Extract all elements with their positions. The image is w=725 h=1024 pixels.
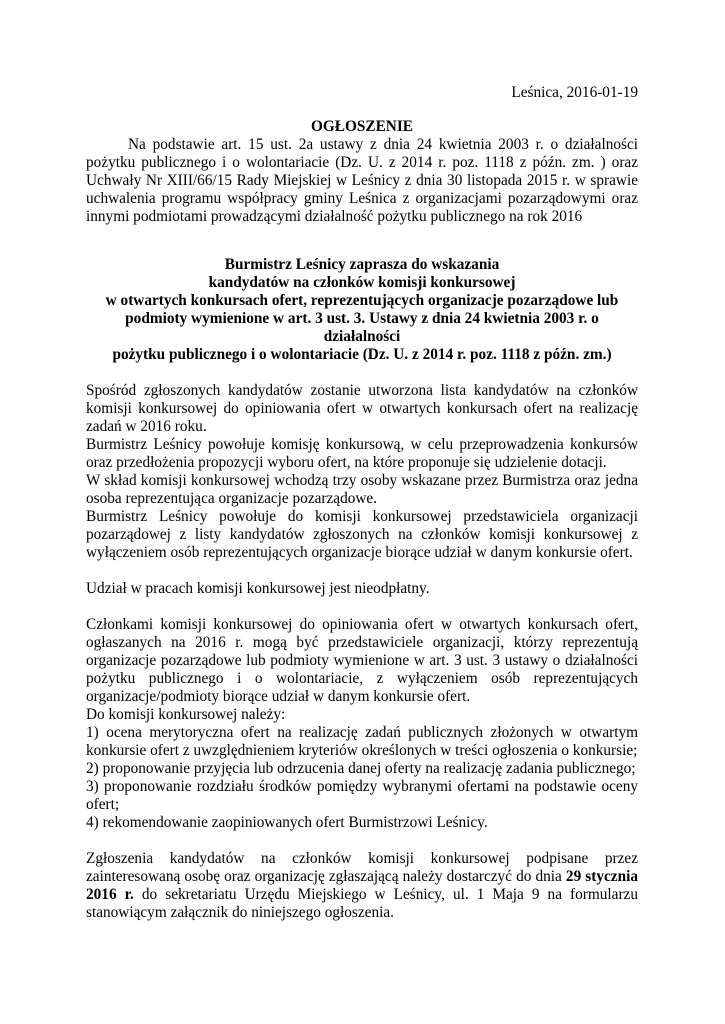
paragraph: W skład komisji konkursowej wchodzą trzy osoby wskazane przez Burmistrza oraz jedna osoba reprezentująca organizacje pozarządowe. (86, 472, 638, 507)
duty-item: 2) proponowanie przyjęcia lub odrzucenia danej oferty na realizację zadania publicznego; (86, 760, 636, 777)
duty-item: 3) proponowanie rozdziału środków pomiędzy wybranymi ofertami na podstawie oceny ofert; (86, 778, 638, 813)
paragraph: Burmistrz Leśnicy powołuje do komisji konkursowej przedstawiciela organizacji pozarządowej z listy kandydatów zgłoszonych na członków komisji konkursowej z wyłączeniem osób reprezentujących organizacje biorące udział w danym konkursie ofert. (86, 508, 638, 561)
duties-intro: Do komisji konkursowej należy: (86, 706, 286, 723)
heading-line: Burmistrz Leśnicy zaprasza do wskazania (224, 256, 500, 273)
section-candidates (86, 382, 638, 562)
submission-paragraph (86, 850, 638, 922)
heading-line: podmioty wymienione w art. 3 ust. 3. Ustawy z dnia 24 kwietnia 2003 r. o działalności (125, 310, 599, 345)
submission-text-before: Zgłoszenia kandydatów na członków komisji konkursowej podpisane przez zainteresowaną osobę oraz organizację zgłaszającą należy dostarczyć do dnia (86, 850, 638, 885)
invitation-heading (86, 256, 638, 364)
paragraph: Spośród zgłoszonych kandydatów zostanie utworzona lista kandydatów na członków komisji konkursowej do opiniowania ofert w otwartych konkursach ofert na realizację zadań w 2016 roku. (86, 382, 638, 435)
duty-item: 1) ocena merytoryczna ofert na realizację zadań publicznych złożonych w otwartym konkursie ofert z uwzględnieniem kryteriów określonych w treści ogłoszenia o konkursie; (86, 724, 638, 759)
unpaid-notice: Udział w pracach komisji konkursowej jest nieodpłatny. (86, 580, 430, 597)
heading-line: pożytku publicznego i o wolontariacie (Dz. U. z 2014 r. poz. 1118 z późn. zm.) (112, 346, 612, 363)
submission-deadline: 29 stycznia 2016 r. (86, 868, 638, 903)
paragraph: Burmistrz Leśnicy powołuje komisję konkursową, w celu przeprowadzenia konkursów oraz przedłożenia propozycji wyboru ofert, na które proponuje się udzielenie dotacji. (86, 436, 638, 471)
section-members (86, 616, 638, 832)
document-page (86, 84, 638, 922)
place-date: Leśnica, 2016-01-19 (511, 84, 638, 101)
members-paragraph: Członkami komisji konkursowej do opiniowania ofert w otwartych konkursach ofert, ogłaszanych na 2016 r. mogą być przedstawiciele organizacji, którzy reprezentują organizacje pozarządowe lub podmioty wymienione w art. 3 ust. 3 ustawy o działalności pożytku publicznego i o wolontariacie, z wyłączeniem osób reprezentujących organizacje/podmioty biorące udział w danym konkursie ofert. (86, 616, 638, 705)
heading-line: kandydatów na członków komisji konkursowej (208, 274, 516, 291)
intro-paragraph: Na podstawie art. 15 ust. 2a ustawy z dnia 24 kwietnia 2003 r. o działalności pożytku publicznego i o wolontariacie (Dz. U. z 2014 r. poz. 1118 z późn. zm. ) oraz Uchwały Nr XIII/66/15 Rady Miejskiej w Leśnicy z dnia 30 listopada 2015 r. w sprawie uchwalenia programu współpracy gminy Leśnica z organizacjami pozarządowymi oraz innymi podmiotami prowadzącymi działalność pożytku publicznego na rok 2016 (86, 136, 638, 225)
duty-item: 4) rekomendowanie zaopiniowanych ofert Burmistrzowi Leśnicy. (86, 814, 488, 831)
document-title: OGŁOSZENIE (310, 118, 413, 135)
submission-text-after: do sekretariatu Urzędu Miejskiego w Leśnicy, ul. 1 Maja 9 na formularzu stanowiącym załącznik do niniejszego ogłoszenia. (86, 886, 638, 921)
heading-line: w otwartych konkursach ofert, reprezentujących organizacje pozarządowe lub (105, 292, 619, 309)
